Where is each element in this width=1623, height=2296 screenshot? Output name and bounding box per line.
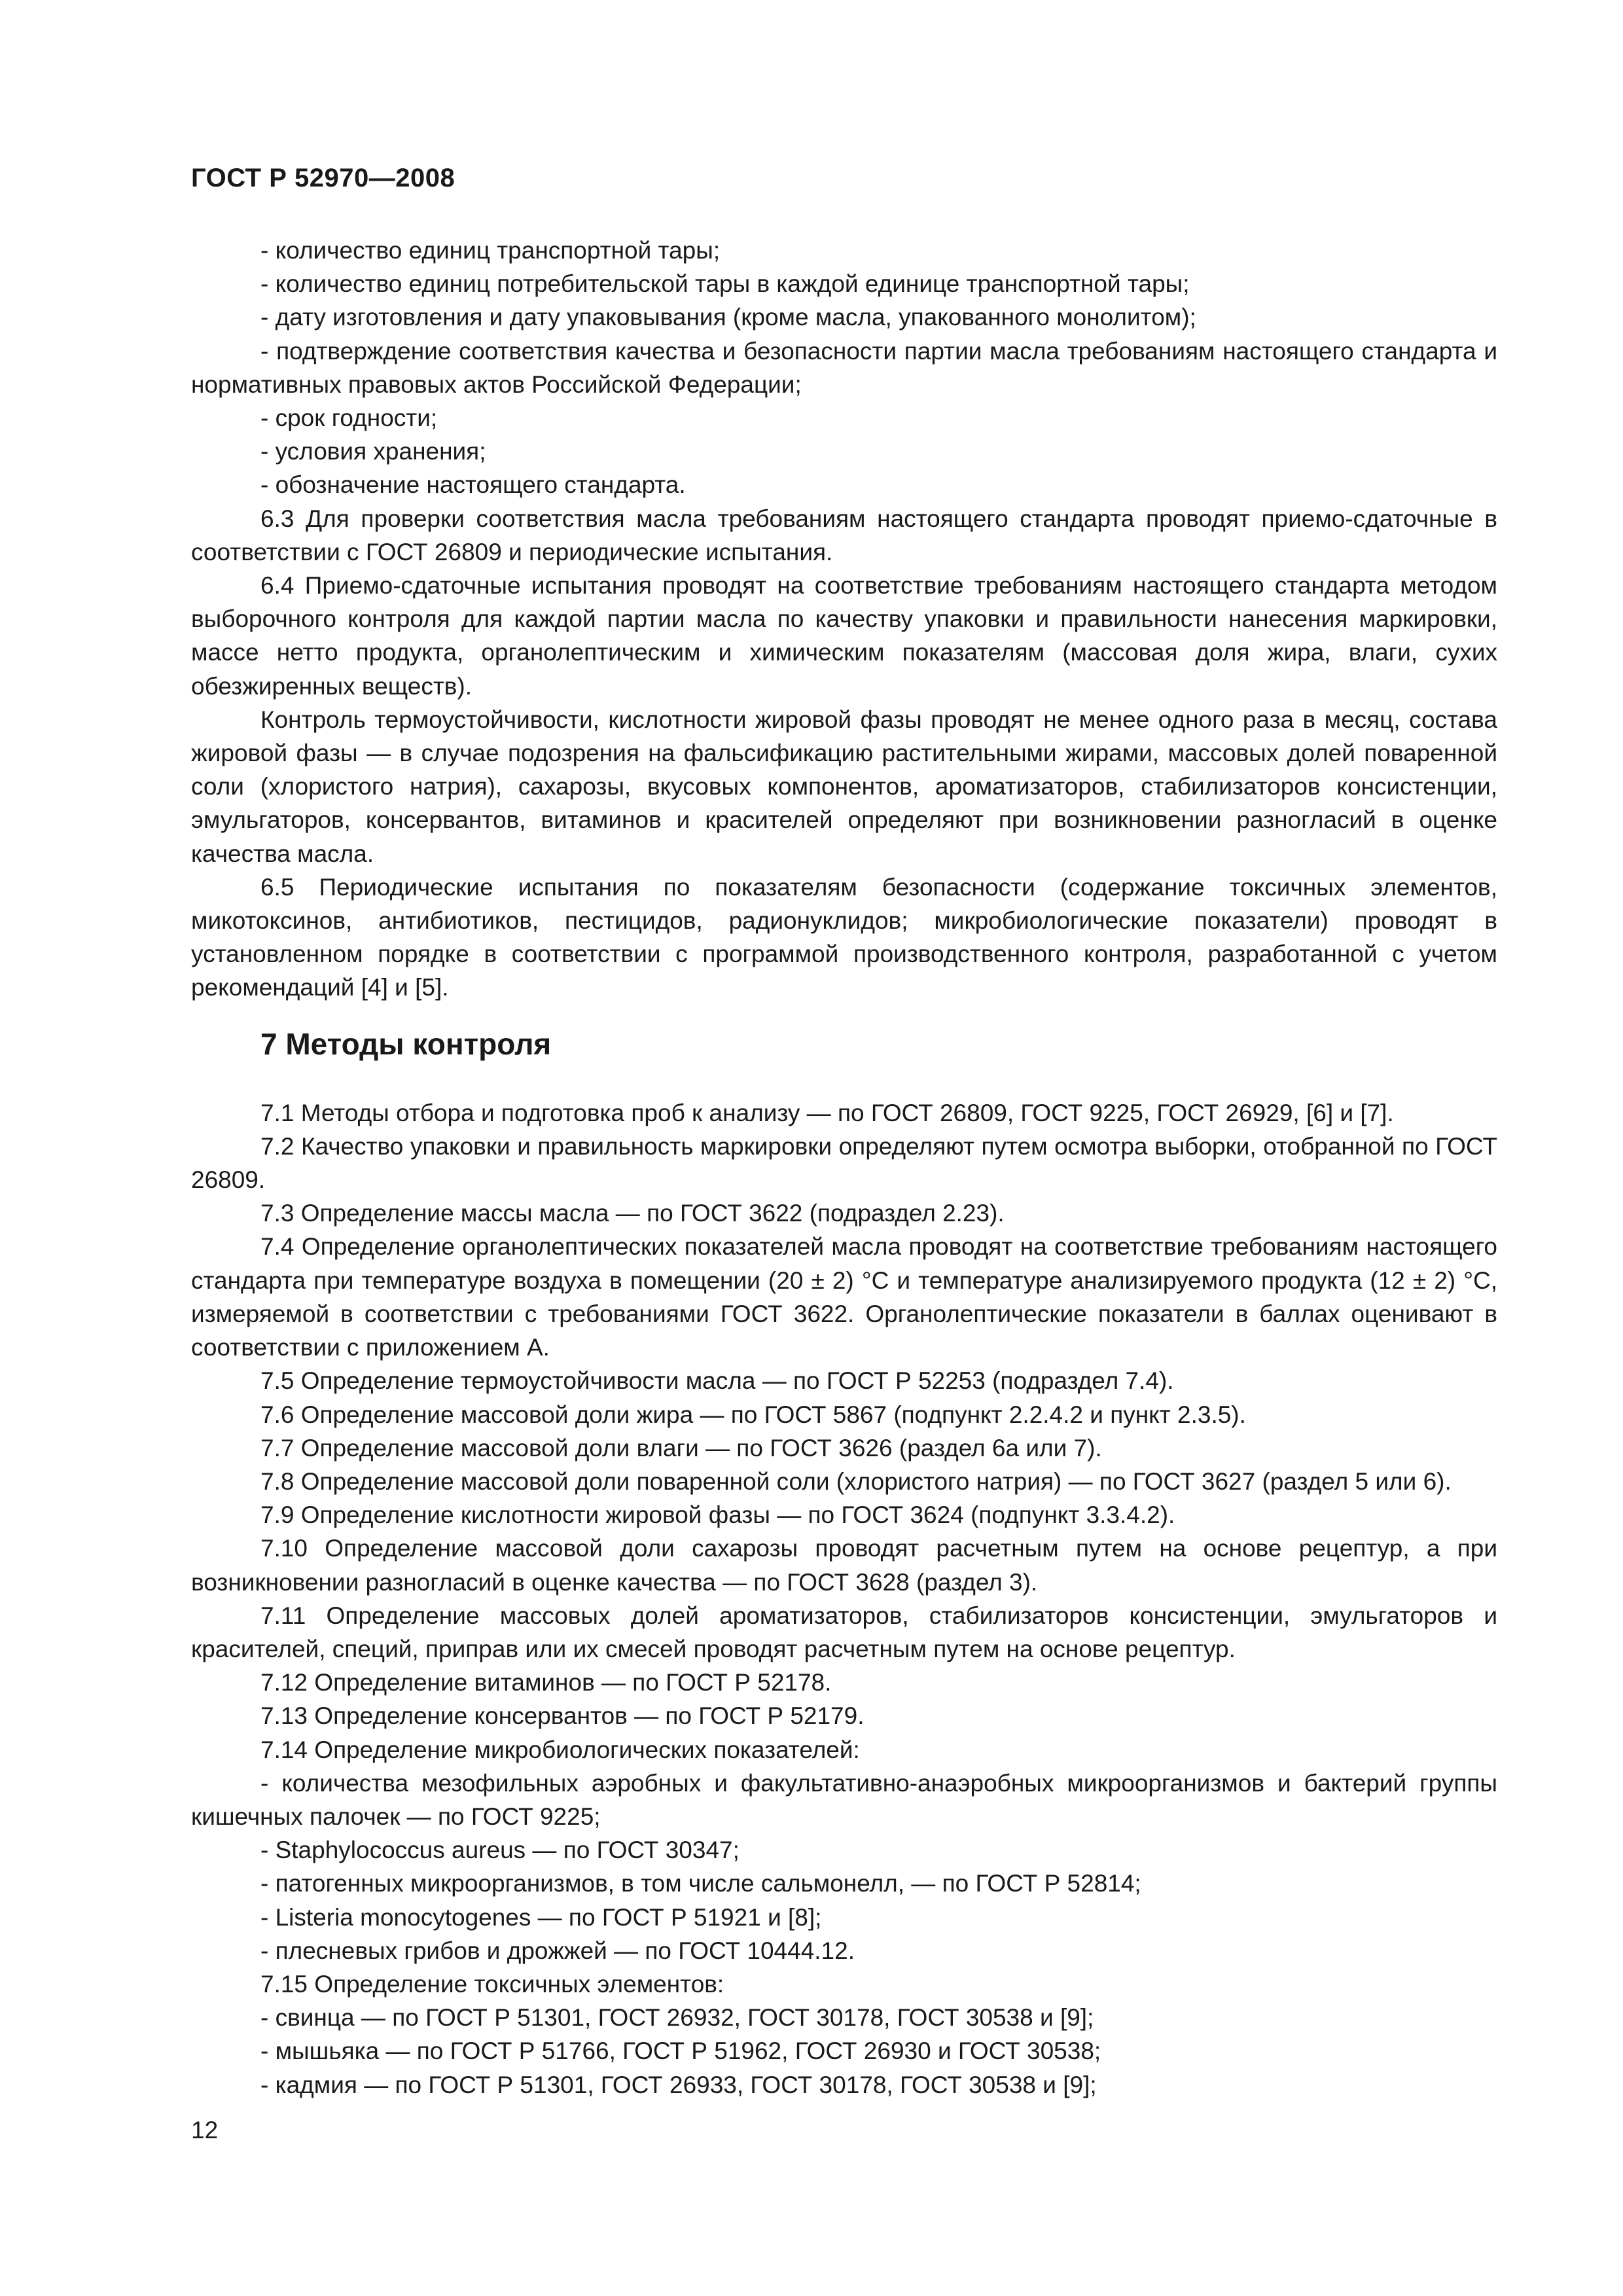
paragraph: 7.9 Определение кислотности жировой фазы — по ГОСТ 3624 (подпункт 3.3.4.2).: [260, 1501, 1175, 1529]
paragraph: 7.6 Определение массовой доли жира — по ГОСТ 5867 (подпункт 2.2.4.2 и пункт 2.3.5).: [260, 1401, 1246, 1428]
paragraph: - свинца — по ГОСТ Р 51301, ГОСТ 26932, ГОСТ 30178, ГОСТ 30538 и [9];: [260, 2004, 1094, 2032]
paragraph: 7.12 Определение витаминов — по ГОСТ Р 52178.: [260, 1669, 832, 1696]
document-body: [191, 234, 1497, 2102]
paragraph: - количества мезофильных аэробных и факультативно-анаэробных микроорганизмов и бактерий группы кишечных палочек — по ГОСТ 9225;: [191, 1769, 1497, 1830]
paragraph: 7.7 Определение массовой доли влаги — по ГОСТ 3626 (раздел 6а или 7).: [260, 1434, 1102, 1462]
paragraph: - Staphylococcus aureus — по ГОСТ 30347;: [260, 1837, 740, 1864]
document-header: ГОСТ Р 52970—2008: [191, 164, 455, 192]
paragraph: 7.2 Качество упаковки и правильность маркировки определяют путем осмотра выборки, отобранной по ГОСТ 26809.: [191, 1132, 1497, 1194]
paragraph: - количество единиц потребительской тары в каждой единице транспортной тары;: [260, 270, 1190, 298]
paragraph: 7.3 Определение массы масла — по ГОСТ 3622 (подраздел 2.23).: [260, 1200, 1005, 1227]
paragraph: 7.14 Определение микробиологических показателей:: [260, 1736, 860, 1763]
paragraph: 7.11 Определение массовых долей ароматизаторов, стабилизаторов консистенции, эмульгаторов и красителей, специй, приправ или их смесей проводят расчетным путем на основе рецептур.: [191, 1602, 1497, 1662]
paragraph: 6.5 Периодические испытания по показателям безопасности (содержание токсичных элементов, микотоксинов, антибиотиков, пестицидов, радионуклидов; микробиологические показатели) проводят в установленном порядке в соответствии с программой производственного контроля, разработанной с учетом рекомендаций [4] и [5].: [191, 873, 1497, 1001]
paragraph: 7.15 Определение токсичных элементов:: [260, 1970, 724, 1998]
paragraph: - плесневых грибов и дрожжей — по ГОСТ 10444.12.: [260, 1937, 855, 1964]
paragraph: - срок годности;: [260, 404, 438, 432]
paragraph: - мышьяка — по ГОСТ Р 51766, ГОСТ Р 51962, ГОСТ 26930 и ГОСТ 30538;: [260, 2037, 1101, 2065]
paragraph: 7.8 Определение массовой доли поваренной соли (хлористого натрия) — по ГОСТ 3627 (раздел 5 или 6).: [260, 1467, 1452, 1495]
paragraph: 7.13 Определение консервантов — по ГОСТ Р 52179.: [260, 1702, 865, 1730]
page-number: 12: [191, 2117, 219, 2144]
paragraph: - Listeria monocytogenes — по ГОСТ Р 51921 и [8];: [260, 1903, 822, 1931]
paragraph: 6.3 Для проверки соответствия масла требованиям настоящего стандарта проводят приемо-сдаточные в соответствии с ГОСТ 26809 и периодические испытания.: [191, 505, 1497, 565]
paragraph: - условия хранения;: [260, 438, 486, 465]
paragraph: - обозначение настоящего стандарта.: [260, 471, 686, 499]
paragraph: 7.5 Определение термоустойчивости масла — по ГОСТ Р 52253 (подраздел 7.4).: [260, 1367, 1174, 1395]
paragraph: Контроль термоустойчивости, кислотности жировой фазы проводят не менее одного раза в месяц, состава жировой фазы — в случае подозрения на фальсификацию растительными жирами, массовых долей поваренной соли (хлористого натрия), сахарозы, вкусовых компонентов, ароматизаторов, стабилизаторов консистенции, эмульгаторов, консервантов, витаминов и красителей определяют при возникновении разногласий в оценке качества масла.: [191, 706, 1497, 867]
paragraph: 7.10 Определение массовой доли сахарозы проводят расчетным путем на основе рецептур, а при возникновении разногласий в оценке качества — по ГОСТ 3628 (раздел 3).: [191, 1535, 1497, 1596]
paragraph: 7.4 Определение органолептических показателей масла проводят на соответствие требованиям настоящего стандарта при температуре воздуха в помещении (20 ± 2) °С и температуре анализируемого продукта (12 ± 2) °С, измеряемой в соответствии с требованиями ГОСТ 3622. Органолептические показатели в баллах оценивают в соответствии с приложением А.: [191, 1233, 1497, 1361]
paragraph: - подтверждение соответствия качества и безопасности партии масла требованиям настоящего стандарта и нормативных правовых актов Российской Федерации;: [191, 337, 1497, 398]
paragraph: - дату изготовления и дату упаковывания (кроме масла, упакованного монолитом);: [260, 304, 1196, 331]
paragraph: - кадмия — по ГОСТ Р 51301, ГОСТ 26933, ГОСТ 30178, ГОСТ 30538 и [9];: [260, 2071, 1097, 2098]
paragraph: - количество единиц транспортной тары;: [260, 237, 721, 264]
section-title: 7 Методы контроля: [260, 1026, 552, 1061]
paragraph: 7.1 Методы отбора и подготовка проб к анализу — по ГОСТ 26809, ГОСТ 9225, ГОСТ 26929, [6] и [7].: [260, 1099, 1394, 1126]
paragraph: - патогенных микроорганизмов, в том числе сальмонелл, — по ГОСТ Р 52814;: [260, 1870, 1141, 1897]
paragraph: 6.4 Приемо-сдаточные испытания проводят на соответствие требованиям настоящего стандарта методом выборочного контроля для каждой партии масла по качеству упаковки и правильности нанесения маркировки, массе нетто продукта, органолептическим и химическим показателям (массовая доля жира, влаги, сухих обезжиренных веществ).: [191, 572, 1497, 700]
